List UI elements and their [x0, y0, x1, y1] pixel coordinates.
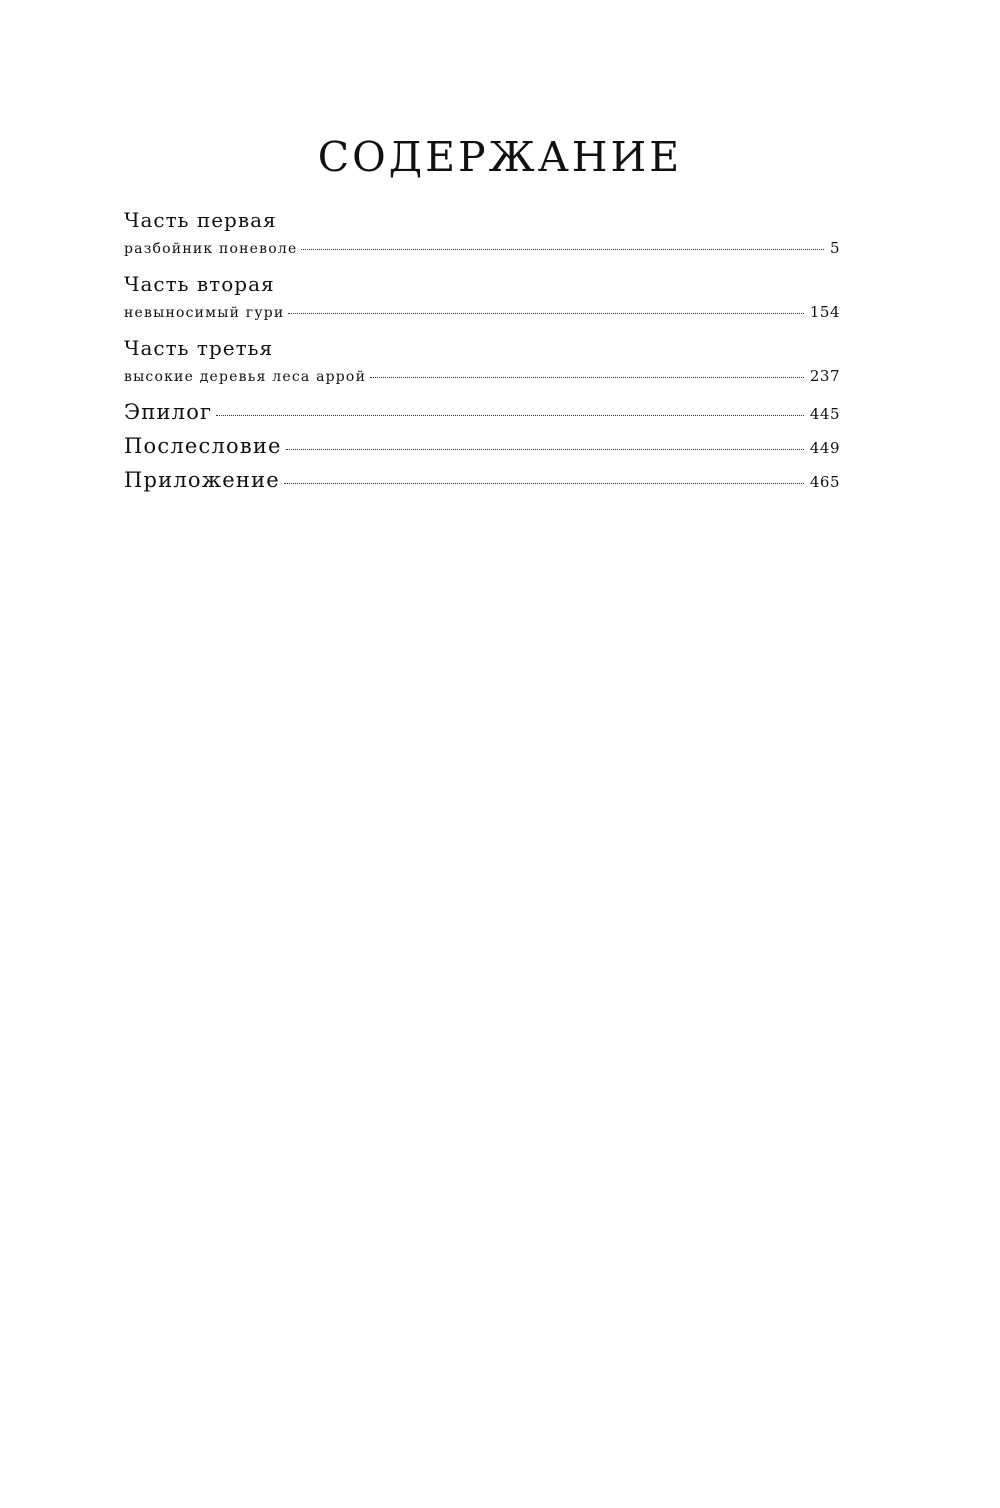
table-of-contents	[124, 208, 840, 492]
part-2-label: Часть вторая	[124, 272, 275, 296]
dot-leader	[284, 483, 804, 484]
page-number: 154	[809, 303, 840, 321]
section-title: Послесловие	[124, 434, 282, 458]
page-number: 237	[809, 367, 840, 385]
page-number: 445	[809, 405, 840, 423]
toc-entry-epilogue[interactable]	[124, 400, 840, 424]
toc-entry-part-2[interactable]	[124, 302, 840, 322]
chapter-title: разбойник поневоле	[124, 241, 298, 257]
toc-entry-part-1[interactable]	[124, 238, 840, 258]
toc-entry-afterword[interactable]	[124, 434, 840, 458]
dot-leader	[370, 377, 804, 378]
page-number: 5	[829, 239, 840, 257]
chapter-title: высокие деревья леса аррой	[124, 369, 367, 385]
part-1-label: Часть первая	[124, 208, 277, 232]
chapter-title: невыносимый гури	[124, 305, 285, 321]
page-title: СОДЕРЖАНИЕ	[317, 133, 683, 181]
part-3-label: Часть третья	[124, 336, 274, 360]
section-title: Приложение	[124, 468, 280, 492]
dot-leader	[288, 313, 803, 314]
page-number: 465	[809, 473, 840, 491]
toc-entry-part-3[interactable]	[124, 366, 840, 386]
dot-leader	[286, 449, 804, 450]
page-number: 449	[809, 439, 840, 457]
dot-leader	[216, 415, 804, 416]
toc-entry-appendix[interactable]	[124, 468, 840, 492]
section-title: Эпилог	[124, 400, 213, 424]
dot-leader	[301, 249, 823, 250]
